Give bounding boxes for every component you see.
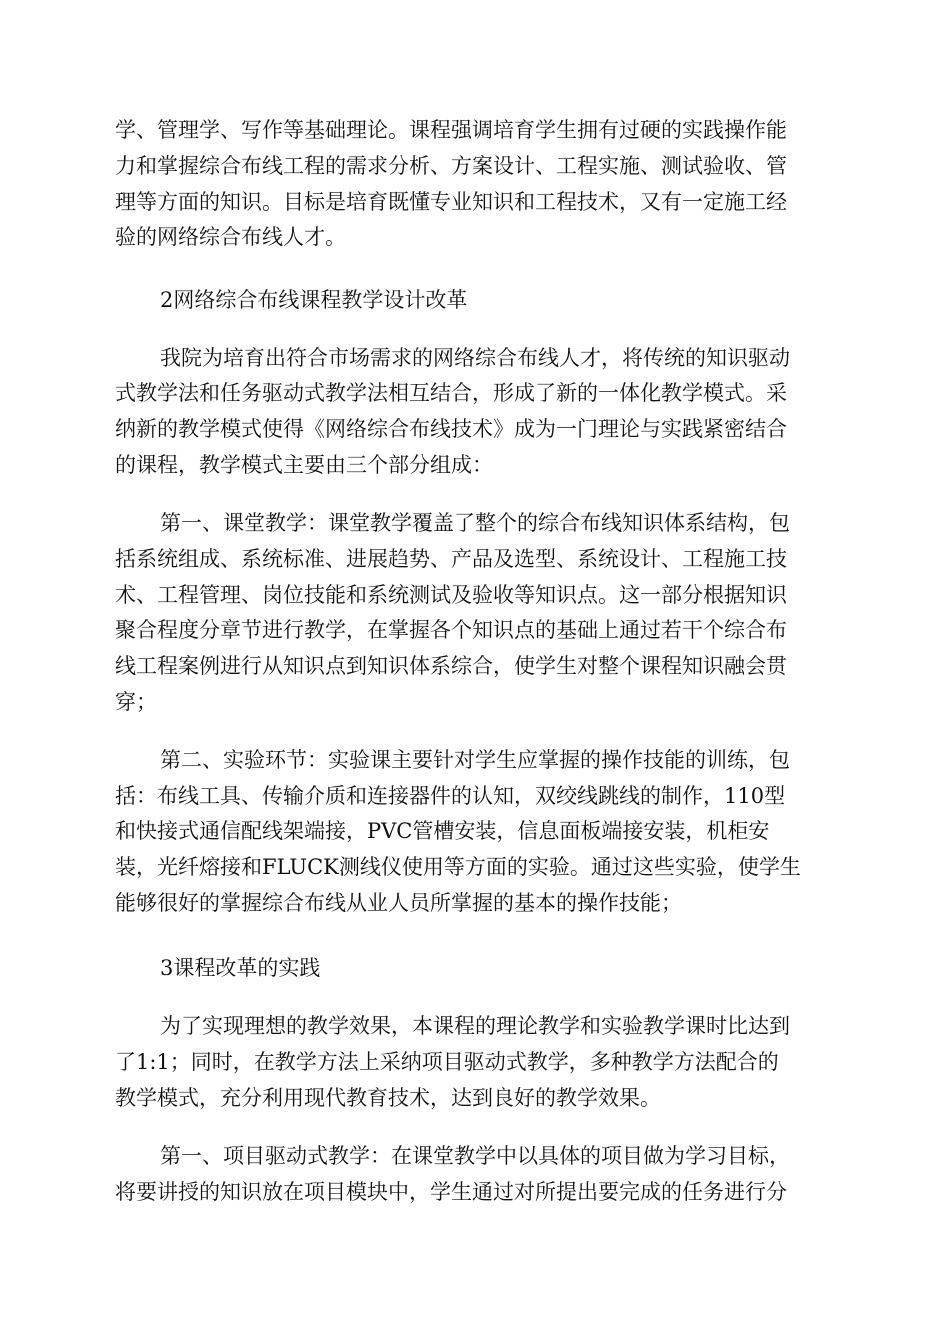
line-text: 术、工程管理、岗位技能和系统测试及验收等知识点。这一部分根据知识	[115, 583, 787, 607]
line-text: 能够很好的掌握综合布线从业人员所掌握的基本的操作技能；	[115, 891, 682, 915]
text-line	[0, 883, 950, 923]
text-line	[0, 646, 950, 686]
text-line	[0, 1042, 950, 1082]
text-line	[0, 682, 950, 722]
line-text: 为了实现理想的教学效果，本课程的理论教学和实验教学课时比达到	[160, 1014, 790, 1038]
line-text: 2网络综合布线课程教学设计改革	[160, 288, 468, 312]
text-line	[0, 539, 950, 579]
text-line	[0, 776, 950, 816]
text-line	[0, 575, 950, 615]
section-heading	[0, 280, 950, 320]
text-line	[0, 503, 950, 543]
text-line	[0, 182, 950, 222]
text-line	[0, 409, 950, 449]
text-line	[0, 338, 950, 378]
text-line	[0, 811, 950, 851]
line-text: 纳新的教学模式使得《网络综合布线技术》成为一门理论与实践紧密结合	[115, 417, 787, 441]
line-text: 教学模式，充分利用现代教育技术，达到良好的教学效果。	[115, 1086, 661, 1110]
line-text: 将要讲授的知识放在项目模块中，学生通过对所提出要完成的任务进行分	[115, 1180, 787, 1204]
line-text: 的课程，教学模式主要由三个部分组成：	[115, 453, 493, 477]
line-text: 力和掌握综合布线工程的需求分析、方案设计、工程实施、测试验收、管	[115, 154, 787, 178]
text-line	[0, 146, 950, 186]
line-text: 聚合程度分章节进行教学，在掌握各个知识点的基础上通过若干个综合布	[115, 618, 787, 642]
text-line	[0, 1006, 950, 1046]
line-text: 第一、课堂教学：课堂教学覆盖了整个的综合布线知识体系结构，包	[160, 511, 790, 535]
line-text: 了1:1；同时，在教学方法上采纳项目驱动式教学，多种教学方法配合的	[115, 1050, 779, 1074]
line-text: 式教学法和任务驱动式教学法相互结合，形成了新的一体化教学模式。采	[115, 381, 787, 405]
line-text: 第一、项目驱动式教学：在课堂教学中以具体的项目做为学习目标，	[160, 1144, 790, 1168]
text-line	[0, 1136, 950, 1176]
text-line	[0, 740, 950, 780]
line-text: 和快接式通信配线架端接，PVC管槽安装，信息面板端接安装，机柜安	[115, 819, 770, 843]
text-line	[0, 847, 950, 887]
text-line	[0, 217, 950, 257]
text-line	[0, 1172, 950, 1212]
line-text: 第二、实验环节：实验课主要针对学生应掌握的操作技能的训练，包	[160, 748, 790, 772]
line-text: 3课程改革的实践	[160, 956, 321, 980]
text-line	[0, 373, 950, 413]
line-text: 穿；	[115, 690, 157, 714]
text-line	[0, 445, 950, 485]
line-text: 理等方面的知识。目标是培育既懂专业知识和工程技术，又有一定施工经	[115, 190, 787, 214]
line-text: 括：布线工具、传输介质和连接器件的认知，双绞线跳线的制作，110型	[115, 784, 786, 808]
line-text: 括系统组成、系统标准、进展趋势、产品及选型、系统设计、工程施工技	[115, 547, 787, 571]
line-text: 线工程案例进行从知识点到知识体系综合，使学生对整个课程知识融会贯	[115, 654, 787, 678]
text-line	[0, 610, 950, 650]
section-heading	[0, 948, 950, 988]
line-text: 验的网络综合布线人才。	[115, 225, 346, 249]
text-line	[0, 110, 950, 150]
text-line	[0, 1078, 950, 1118]
line-text: 装，光纤熔接和FLUCK测线仪使用等方面的实验。通过这些实验，使学生	[115, 855, 801, 879]
line-text: 我院为培育出符合市场需求的网络综合布线人才，将传统的知识驱动	[160, 346, 790, 370]
line-text: 学、管理学、写作等基础理论。课程强调培育学生拥有过硬的实践操作能	[115, 118, 787, 142]
